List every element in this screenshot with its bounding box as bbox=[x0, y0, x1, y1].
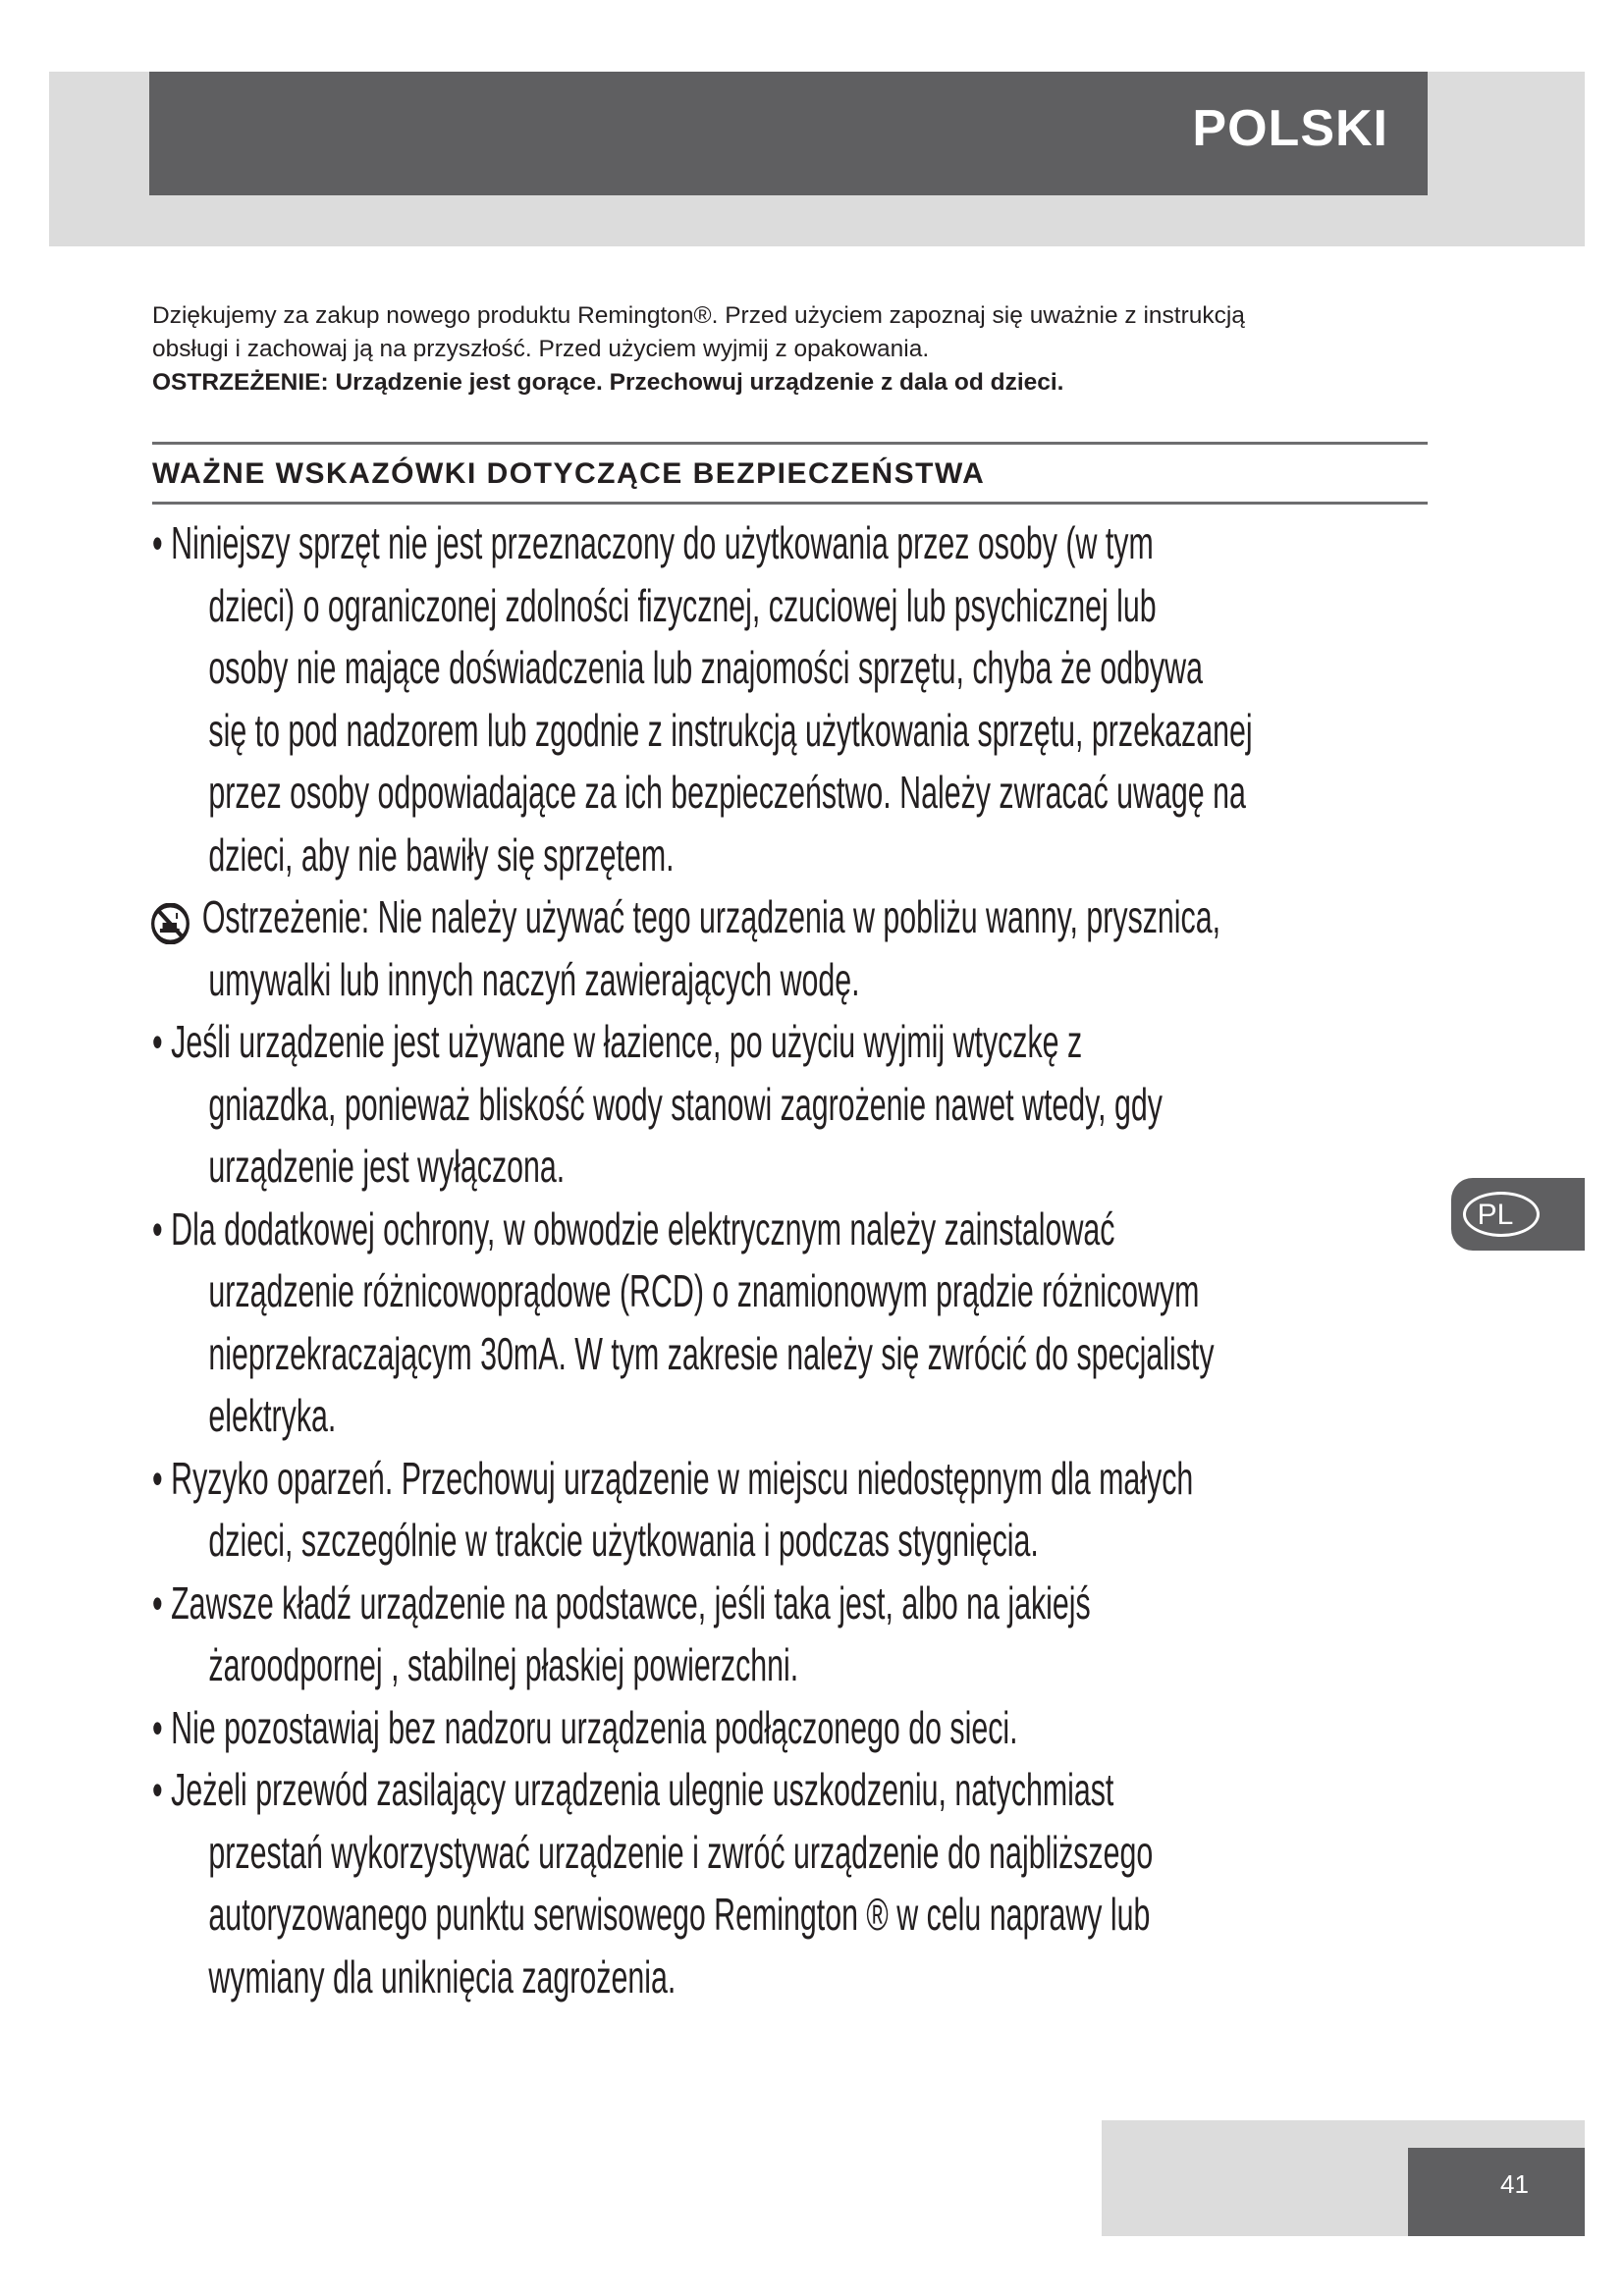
safety-item-line: gniazdka, ponieważ bliskość wody stanowi zagrożenie nawet wtedy, gdy bbox=[208, 1078, 1163, 1130]
safety-item-line: wymiany dla uniknięcia zagrożenia. bbox=[208, 1950, 677, 2002]
safety-item-line: urządzenie różnicowoprądowe (RCD) o znamionowym prądzie różnicowym bbox=[208, 1265, 1200, 1316]
bullet-marker: • bbox=[152, 1764, 163, 1815]
safety-item-line: dzieci) o ograniczonej zdolności fizycznej, czuciowej lub psychicznej lub bbox=[208, 579, 1157, 631]
safety-item bbox=[152, 1759, 1448, 2008]
bullet-marker: • bbox=[152, 517, 163, 568]
safety-item-line: autoryzowanego punktu serwisowego Remington ® w celu naprawy lub bbox=[208, 1889, 1151, 1940]
language-tab-label: PL bbox=[1477, 1199, 1514, 1231]
hot-warning: OSTRZEŻENIE: Urządzenie jest gorące. Przechowuj urządzenie z dala od dzieci. bbox=[152, 369, 1064, 396]
safety-item-first-line: Dla dodatkowej ochrony, w obwodzie elektrycznym należy zainstalować bbox=[171, 1202, 1115, 1255]
safety-list bbox=[152, 512, 1448, 2008]
safety-item-first-line: Niniejszy sprzęt nie jest przeznaczony do użytkowania przez osoby (w tym bbox=[171, 517, 1154, 568]
safety-item-first-line: Jeśli urządzenie jest używane w łazience, po użyciu wyjmij wtyczkę z bbox=[171, 1016, 1083, 1067]
bullet-marker: • bbox=[152, 1576, 163, 1629]
safety-item-line: się to pod nadzorem lub zgodnie z instrukcją użytkowania sprzętu, przekazanej bbox=[208, 704, 1253, 756]
language-title: POLSKI bbox=[1192, 100, 1388, 157]
safety-item-line: elektryka. bbox=[208, 1390, 337, 1441]
header-bar bbox=[149, 72, 1428, 195]
intro-line-1: Dziękujemy za zakup nowego produktu Remington®. Przed użyciem zapoznaj się uważnie z instrukcją bbox=[152, 302, 1245, 329]
safety-item-line: umywalki lub innych naczyń zawierających wodę. bbox=[208, 953, 860, 1005]
section-rule-top bbox=[152, 442, 1428, 445]
safety-item-first-line: Nie pozostawiaj bez nadzoru urządzenia podłączonego do sieci. bbox=[171, 1701, 1018, 1753]
safety-item-line: dzieci, szczególnie w trakcie użytkowania i podczas stygnięcia. bbox=[208, 1515, 1039, 1566]
bullet-marker: • bbox=[152, 1016, 163, 1067]
safety-item-first-line: Zawsze kładź urządzenie na podstawce, jeśli taka jest, albo na jakiejś bbox=[171, 1576, 1091, 1629]
language-badge-icon bbox=[1463, 1192, 1540, 1237]
safety-item bbox=[152, 1011, 1448, 1199]
bullet-marker: • bbox=[152, 1452, 163, 1504]
no-water-bath-warning-icon bbox=[151, 898, 190, 939]
language-tab bbox=[1451, 1178, 1585, 1251]
safety-item bbox=[152, 1697, 1448, 1760]
safety-item-line: przez osoby odpowiadające za ich bezpieczeństwo. Należy zwracać uwagę na bbox=[208, 767, 1246, 818]
section-rule-bottom bbox=[152, 502, 1428, 505]
section-title: WAŻNE WSKAZÓWKI DOTYCZĄCE BEZPIECZEŃSTWA bbox=[152, 457, 986, 490]
safety-item-line: przestań wykorzystywać urządzenie i zwróć urządzenie do najbliższego bbox=[208, 1826, 1154, 1878]
footer-box bbox=[1408, 2148, 1585, 2236]
safety-item bbox=[152, 512, 1448, 886]
safety-item-first-line: Ostrzeżenie: Nie należy używać tego urządzenia w pobliżu wanny, prysznica, bbox=[201, 891, 1221, 942]
bullet-marker: • bbox=[152, 1701, 163, 1753]
safety-item-line: osoby nie mające doświadczenia lub znajomości sprzętu, chyba że odbywa bbox=[208, 642, 1203, 693]
bullet-marker: • bbox=[152, 1202, 163, 1255]
safety-item-line: dzieci, aby nie bawiły się sprzętem. bbox=[208, 828, 675, 881]
safety-item-line: urządzenie jest wyłączona. bbox=[208, 1141, 566, 1192]
intro-line-2: obsługi i zachowaj ją na przyszłość. Przed użyciem wyjmij z opakowania. bbox=[152, 336, 930, 362]
safety-item bbox=[152, 1448, 1448, 1573]
safety-item bbox=[152, 1573, 1448, 1697]
safety-item-first-line: Jeżeli przewód zasilający urządzenia ulegnie uszkodzeniu, natychmiast bbox=[171, 1764, 1114, 1815]
safety-item-line: nieprzekraczającym 30mA. W tym zakresie należy się zwrócić do specjalisty bbox=[208, 1327, 1215, 1379]
page-number: 41 bbox=[1500, 2169, 1529, 2199]
intro-text bbox=[152, 299, 1429, 400]
safety-item bbox=[152, 1199, 1448, 1448]
safety-item-line: żaroodpornej , stabilnej płaskiej powierzchni. bbox=[208, 1639, 799, 1690]
safety-item bbox=[152, 886, 1448, 1011]
safety-item-first-line: Ryzyko oparzeń. Przechowuj urządzenie w miejscu niedostępnym dla małych bbox=[171, 1452, 1194, 1504]
